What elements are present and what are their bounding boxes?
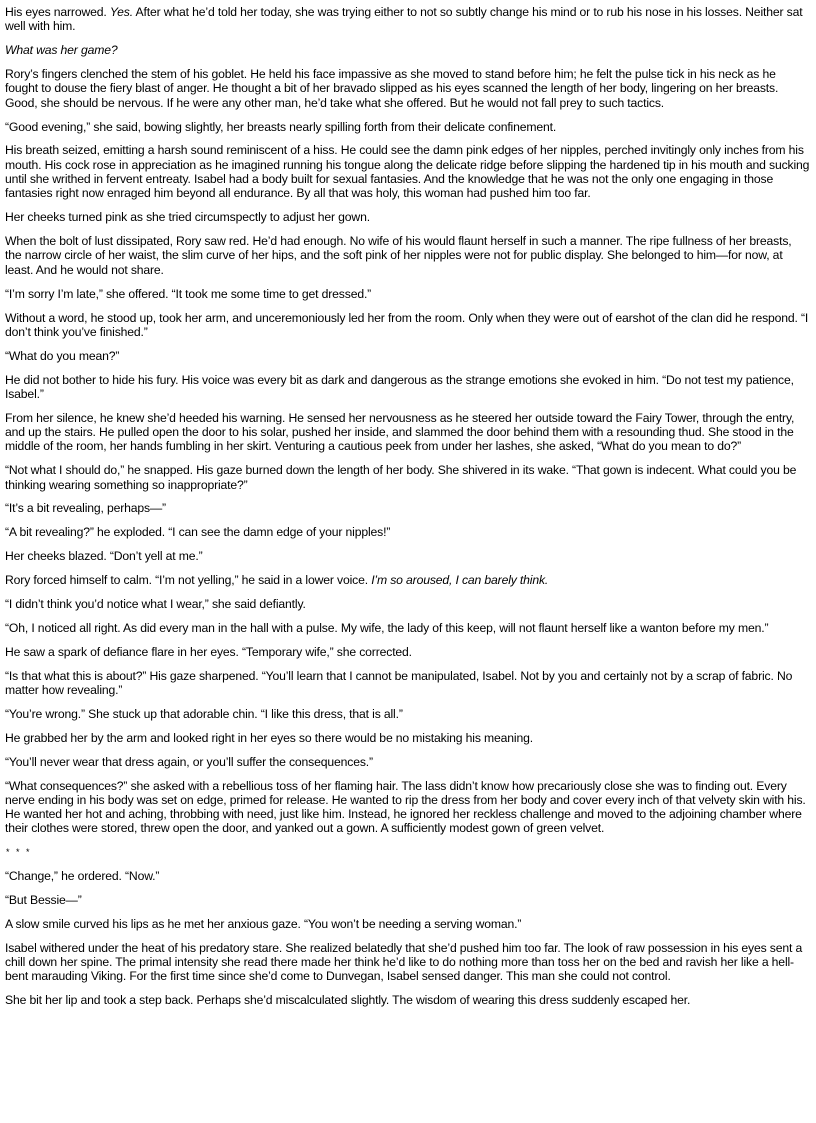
text-run: “But Bessie—” <box>5 893 82 908</box>
text-run: “What consequences?” she asked with a rebellious toss of her flaming hair. The lass didn’t know how precariously close she was to finding out. Every nerve ending in his body was set on edge, primed for release. He wanted to rip the dress from her body and cover every inch of that velvety skin with his. He wanted her hot and aching, throbbing with need, just like him. Instead, he ignored her reckless challenge and moved to the adjoining chamber where their clothes were stored, threw open the door, and yanked out a gown. A sufficiently modest gown of green velvet. <box>5 778 806 836</box>
text-run: “I didn’t think you’d notice what I wear,” she said defiantly. <box>5 597 306 611</box>
text-run: From her silence, he knew she’d heeded his warning. He sensed her nervousness as he steered her outside toward the Fairy Tower, through the entry, and up the stairs. He pulled open the door to his solar, pushed her inside, and slammed the door behind them with a resounding thud. She stood in the middle of the room, her hands fumbling in her skirt. Venturing a cautious peek from under her lashes, she asked, “What do you mean to do?” <box>5 410 795 454</box>
text-run: “I’m sorry I’m late,” she offered. “It took me some time to get dressed.” <box>5 286 372 301</box>
paragraph <box>5 707 810 721</box>
text-run: “You’ll never wear that dress again, or you’ll suffer the consequences.” <box>5 754 373 769</box>
text-run: “A bit revealing?” he exploded. “I can see the damn edge of your nipples!” <box>5 525 391 540</box>
italic-text: What was her game? <box>5 43 118 58</box>
paragraph <box>5 549 810 563</box>
text-run: “It’s a bit revealing, perhaps—” <box>5 501 166 516</box>
paragraph <box>5 67 810 110</box>
paragraph <box>5 501 810 515</box>
paragraph <box>5 525 810 539</box>
text-run: “Not what I should do,” he snapped. His gaze burned down the length of her body. She shivered in its wake. “That gown is indecent. What could you be thinking wearing something so inappropriate?” <box>5 463 797 492</box>
paragraph <box>5 234 810 277</box>
paragraph <box>5 411 810 454</box>
paragraph <box>5 645 810 659</box>
paragraph <box>5 143 810 200</box>
text-run: Her cheeks blazed. “Don’t yell at me.” <box>5 549 203 564</box>
paragraph <box>5 373 810 402</box>
scene-break: * * * <box>6 847 32 858</box>
italic-text: Yes. <box>109 5 133 19</box>
paragraph <box>5 349 810 363</box>
text-run: “Change,” he ordered. “Now.” <box>5 869 160 884</box>
paragraph <box>5 43 810 57</box>
paragraph <box>5 917 810 931</box>
paragraph <box>5 669 810 698</box>
paragraph <box>5 731 810 745</box>
text-run: His breath seized, emitting a harsh sound reminiscent of a hiss. He could see the damn pink edges of her nipples, perched invitingly only inches from his mouth. His cock rose in appreciation as he imagined running his tongue along the delicate ridge before slipping the hardened tip in his mouth and sucking until she writhed in fervent entreaty. Isabel had a body built for sexual fantasies. And the knowledge that he was not the only one engaging in those fantasies right now enraged him beyond all endurance. By all that was holy, this woman had pushed him too far. <box>5 143 810 201</box>
text-run: “What do you mean?” <box>5 348 120 363</box>
paragraph <box>5 993 810 1007</box>
text-run: “You’re wrong.” She stuck up that adorable chin. “I like this dress, that is all.” <box>5 706 403 721</box>
text-run: When the bolt of lust dissipated, Rory saw red. He’d had enough. No wife of his would flaunt herself in such a manner. The ripe fullness of her breasts, the narrow circle of her waist, the slim curve of her hips, and the soft pink of her nipples were not for public display. She belonged to him—for now, at least. And he would not share. <box>5 234 792 277</box>
paragraph <box>5 311 810 340</box>
text-run: Isabel withered under the heat of his predatory stare. She realized belatedly that she’d pushed him too far. The look of raw possession in his eyes sent a chill down her spine. The primal intensity she read there made her think he’d like to do nothing more than toss her on the bed and ravish her like a hell-bent marauding Viking. For the first time since she’d come to Dunvegan, Isabel sensed danger. This man she could not control. <box>5 940 803 984</box>
text-run: “Oh, I noticed all right. As did every man in the hall with a pulse. My wife, the lady of this keep, will not flaunt herself like a wanton before my men.” <box>5 620 769 635</box>
paragraph <box>5 5 810 34</box>
text-run: His eyes narrowed. <box>5 5 110 19</box>
paragraph <box>5 597 810 611</box>
paragraph <box>5 779 810 836</box>
text-run: She bit her lip and took a step back. Perhaps she’d miscalculated slightly. The wisdom of wearing this dress suddenly escaped her. <box>5 993 691 1008</box>
paragraph <box>5 893 810 907</box>
text-run: “Is that what this is about?” His gaze sharpened. “You’ll learn that I cannot be manipulated, Isabel. Not by you and certainly not by a scrap of fabric. No matter how revealing.” <box>5 668 793 697</box>
paragraph <box>5 573 810 587</box>
paragraph <box>5 120 810 134</box>
text-run: He saw a spark of defiance flare in her eyes. “Temporary wife,” she corrected. <box>5 644 412 659</box>
text-run: Her cheeks turned pink as she tried circumspectly to adjust her gown. <box>5 210 370 225</box>
paragraph <box>5 463 810 492</box>
paragraph <box>5 755 810 769</box>
text-run: He grabbed her by the arm and looked right in her eyes so there would be no mistaking his meaning. <box>5 730 533 745</box>
paragraph <box>5 845 810 859</box>
paragraph <box>5 210 810 224</box>
text-run: “Good evening,” she said, bowing slightly, her breasts nearly spilling forth from their delicate confinement. <box>5 119 557 134</box>
text-run: He did not bother to hide his fury. His voice was every bit as dark and dangerous as the strange emotions she evoked in him. “Do not test my patience, Isabel.” <box>5 372 794 401</box>
paragraph <box>5 621 810 635</box>
text-run: Without a word, he stood up, took her arm, and unceremoniously led her from the room. Only when they were out of earshot of the clan did he respond. “I don’t think you’ve finished.” <box>5 310 809 339</box>
paragraph <box>5 941 810 984</box>
paragraph <box>5 869 810 883</box>
text-run: After what he’d told her today, she was trying either to not so subtly change his mind or to rub his nose in his losses. Neither sat well with him. <box>5 5 803 34</box>
text-run: Rory’s fingers clenched the stem of his goblet. He held his face impassive as she moved to stand before him; he felt the pulse tick in his neck as he fought to douse the fiery blast of anger. He thought a bit of her bravado slipped as his eyes scanned the length of her body, lingering on her breasts. Good, she should be nervous. If he were any other man, he’d take what she offered. But he would not fall prey to such tactics. <box>5 67 779 110</box>
text-run: A slow smile curved his lips as he met her anxious gaze. “You won’t be needing a serving woman.” <box>5 916 522 931</box>
paragraph <box>5 287 810 301</box>
italic-text: I’m so aroused, I can barely think. <box>371 573 549 588</box>
text-run: Rory forced himself to calm. “I’m not yelling,” he said in a lower voice. <box>5 573 372 588</box>
